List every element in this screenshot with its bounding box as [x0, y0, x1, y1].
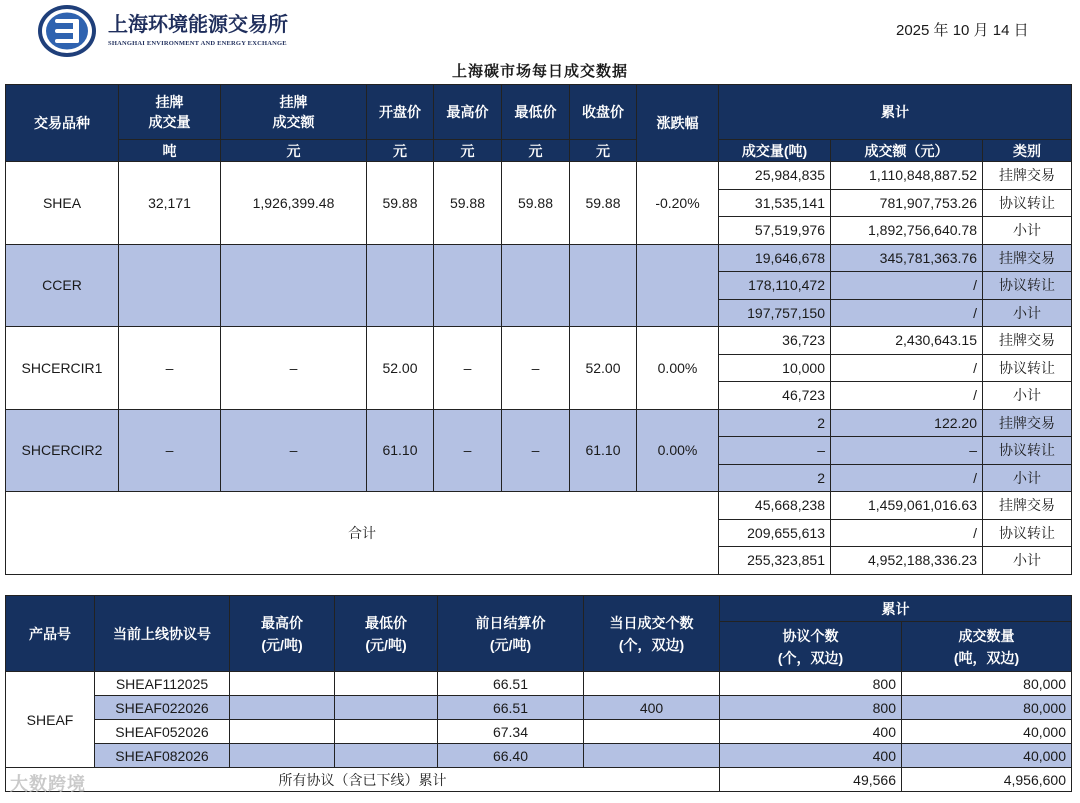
contract-id: SHEAF112025 — [95, 672, 230, 696]
cum-qty: 80,000 — [902, 696, 1072, 720]
low-price — [335, 720, 438, 744]
cum-count: 400 — [720, 720, 902, 744]
col-cumulative: 累计 — [720, 596, 1072, 622]
high-price — [230, 720, 335, 744]
low-price — [502, 244, 570, 327]
cum-qty: 4,956,600 — [902, 768, 1072, 792]
cum-count: 400 — [720, 744, 902, 768]
col-open: 开盘价 — [367, 85, 434, 140]
col-high: 最高价 — [434, 85, 502, 140]
cum-volume: 25,984,835 — [719, 162, 831, 190]
cum-count: 800 — [720, 696, 902, 720]
spot-trading-table — [5, 84, 1072, 575]
col-product: 交易品种 — [6, 85, 119, 162]
col-cum-type: 类别 — [983, 140, 1072, 162]
low-price — [335, 696, 438, 720]
open-price — [367, 244, 434, 327]
forward-trading-table — [5, 595, 1072, 792]
exchange-logo — [36, 3, 98, 59]
cum-count: 49,566 — [720, 768, 902, 792]
cum-amount: 122.20 — [831, 409, 983, 437]
cum-amount: 345,781,363.76 — [831, 244, 983, 272]
listed-amount: 1,926,399.48 — [221, 162, 367, 245]
col-product: 产品号 — [6, 596, 95, 672]
cum-volume: 10,000 — [719, 354, 831, 382]
open-price: 61.10 — [367, 409, 434, 492]
cum-qty: 80,000 — [902, 672, 1072, 696]
col-high: 最高价 (元/吨) — [230, 596, 335, 672]
close-price: 59.88 — [570, 162, 637, 245]
cum-type: 小计 — [983, 217, 1072, 245]
col-cum-amount: 成交额（元） — [831, 140, 983, 162]
col-daily-count: 当日成交个数 (个，双边) — [584, 596, 720, 672]
col-low: 最低价 — [502, 85, 570, 140]
table-row — [6, 327, 1072, 355]
listed-volume: – — [119, 409, 221, 492]
prev-settle: 66.51 — [438, 672, 584, 696]
cum-type: 协议转让 — [983, 272, 1072, 300]
cum-amount: / — [831, 382, 983, 410]
product-name: SHEAF — [6, 672, 95, 768]
col-cum-qty: 成交数量 (吨，双边) — [902, 622, 1072, 672]
low-price — [335, 672, 438, 696]
cum-volume: 31,535,141 — [719, 189, 831, 217]
cum-type: 协议转让 — [983, 189, 1072, 217]
cum-volume: 36,723 — [719, 327, 831, 355]
table-row — [6, 409, 1072, 437]
total-row — [6, 768, 1072, 792]
cum-volume: 19,646,678 — [719, 244, 831, 272]
low-price — [335, 744, 438, 768]
cum-amount: / — [831, 272, 983, 300]
cum-amount: – — [831, 437, 983, 465]
listed-volume: 32,171 — [119, 162, 221, 245]
cum-type: 小计 — [983, 547, 1072, 575]
col-change: 涨跌幅 — [637, 85, 719, 162]
unit-close: 元 — [570, 140, 637, 162]
high-price: 59.88 — [434, 162, 502, 245]
table-row — [6, 162, 1072, 190]
low-price: – — [502, 409, 570, 492]
cum-amount: / — [831, 299, 983, 327]
total-label: 合计 — [6, 492, 719, 575]
cum-amount: 1,110,848,887.52 — [831, 162, 983, 190]
cum-amount: 1,459,061,016.63 — [831, 492, 983, 520]
cum-type: 小计 — [983, 299, 1072, 327]
daily-count — [584, 744, 720, 768]
col-prev-settle: 前日结算价 (元/吨) — [438, 596, 584, 672]
prev-settle: 67.34 — [438, 720, 584, 744]
close-price: 61.10 — [570, 409, 637, 492]
high-price — [434, 244, 502, 327]
cum-amount: 1,892,756,640.78 — [831, 217, 983, 245]
cum-type: 协议转让 — [983, 519, 1072, 547]
unit-amount: 元 — [221, 140, 367, 162]
high-price — [230, 672, 335, 696]
cum-volume: 2 — [719, 409, 831, 437]
cum-volume: 209,655,613 — [719, 519, 831, 547]
cum-qty: 40,000 — [902, 744, 1072, 768]
cum-type: 挂牌交易 — [983, 327, 1072, 355]
cum-volume: 46,723 — [719, 382, 831, 410]
cum-amount: 4,952,188,336.23 — [831, 547, 983, 575]
prev-settle: 66.40 — [438, 744, 584, 768]
table-row — [6, 696, 1072, 720]
product-name: SHCERCIR2 — [6, 409, 119, 492]
cum-type: 挂牌交易 — [983, 244, 1072, 272]
high-price: – — [434, 409, 502, 492]
high-price: – — [434, 327, 502, 410]
cum-amount: / — [831, 519, 983, 547]
cum-type: 挂牌交易 — [983, 492, 1072, 520]
contract-id: SHEAF052026 — [95, 720, 230, 744]
change-pct: 0.00% — [637, 409, 719, 492]
high-price — [230, 744, 335, 768]
cum-type: 协议转让 — [983, 437, 1072, 465]
open-price: 59.88 — [367, 162, 434, 245]
cum-volume: 57,519,976 — [719, 217, 831, 245]
product-name: CCER — [6, 244, 119, 327]
close-price — [570, 244, 637, 327]
unit-low: 元 — [502, 140, 570, 162]
col-listed-amount: 挂牌 成交额 — [221, 85, 367, 140]
cum-volume: 45,668,238 — [719, 492, 831, 520]
cum-amount: / — [831, 354, 983, 382]
cum-type: 小计 — [983, 382, 1072, 410]
listed-amount: – — [221, 327, 367, 410]
cum-type: 挂牌交易 — [983, 162, 1072, 190]
low-price: 59.88 — [502, 162, 570, 245]
contract-id: SHEAF082026 — [95, 744, 230, 768]
cum-volume: – — [719, 437, 831, 465]
cum-amount: 2,430,643.15 — [831, 327, 983, 355]
cum-count: 800 — [720, 672, 902, 696]
cum-volume: 178,110,472 — [719, 272, 831, 300]
low-price: – — [502, 327, 570, 410]
col-cum-count: 协议个数 (个，双边) — [720, 622, 902, 672]
daily-count — [584, 720, 720, 744]
cum-amount: 781,907,753.26 — [831, 189, 983, 217]
cum-volume: 255,323,851 — [719, 547, 831, 575]
listed-volume — [119, 244, 221, 327]
listed-amount — [221, 244, 367, 327]
total-label: 所有协议（含已下线）累计 — [6, 768, 720, 792]
col-cum-volume: 成交量(吨) — [719, 140, 831, 162]
cum-qty: 40,000 — [902, 720, 1072, 744]
table-row — [6, 672, 1072, 696]
watermark: 大数跨境 — [10, 774, 86, 794]
col-contract: 当前上线协议号 — [95, 596, 230, 672]
product-name: SHCERCIR1 — [6, 327, 119, 410]
high-price — [230, 696, 335, 720]
cum-volume: 197,757,150 — [719, 299, 831, 327]
change-pct: -0.20% — [637, 162, 719, 245]
exchange-name: 上海环境能源交易所 — [108, 12, 288, 36]
page-title: 上海碳市场每日成交数据 — [451, 63, 628, 80]
col-cumulative: 累计 — [719, 85, 1072, 140]
exchange-name-en: SHANGHAI ENVIRONMENT AND ENERGY EXCHANGE — [108, 40, 287, 47]
table-row — [6, 744, 1072, 768]
product-name: SHEA — [6, 162, 119, 245]
contract-id: SHEAF022026 — [95, 696, 230, 720]
change-pct: 0.00% — [637, 327, 719, 410]
report-date: 2025 年 10 月 14 日 — [896, 22, 1029, 39]
daily-count: 400 — [584, 696, 720, 720]
listed-volume: – — [119, 327, 221, 410]
daily-count — [584, 672, 720, 696]
cum-type: 挂牌交易 — [983, 409, 1072, 437]
col-low: 最低价 (元/吨) — [335, 596, 438, 672]
cum-type: 小计 — [983, 464, 1072, 492]
unit-high: 元 — [434, 140, 502, 162]
col-close: 收盘价 — [570, 85, 637, 140]
table-row — [6, 244, 1072, 272]
close-price: 52.00 — [570, 327, 637, 410]
cum-type: 协议转让 — [983, 354, 1072, 382]
cum-amount: / — [831, 464, 983, 492]
total-row — [6, 492, 1072, 520]
table-row — [6, 720, 1072, 744]
open-price: 52.00 — [367, 327, 434, 410]
listed-amount: – — [221, 409, 367, 492]
cum-volume: 2 — [719, 464, 831, 492]
unit-volume: 吨 — [119, 140, 221, 162]
unit-open: 元 — [367, 140, 434, 162]
change-pct — [637, 244, 719, 327]
prev-settle: 66.51 — [438, 696, 584, 720]
col-listed-volume: 挂牌 成交量 — [119, 85, 221, 140]
